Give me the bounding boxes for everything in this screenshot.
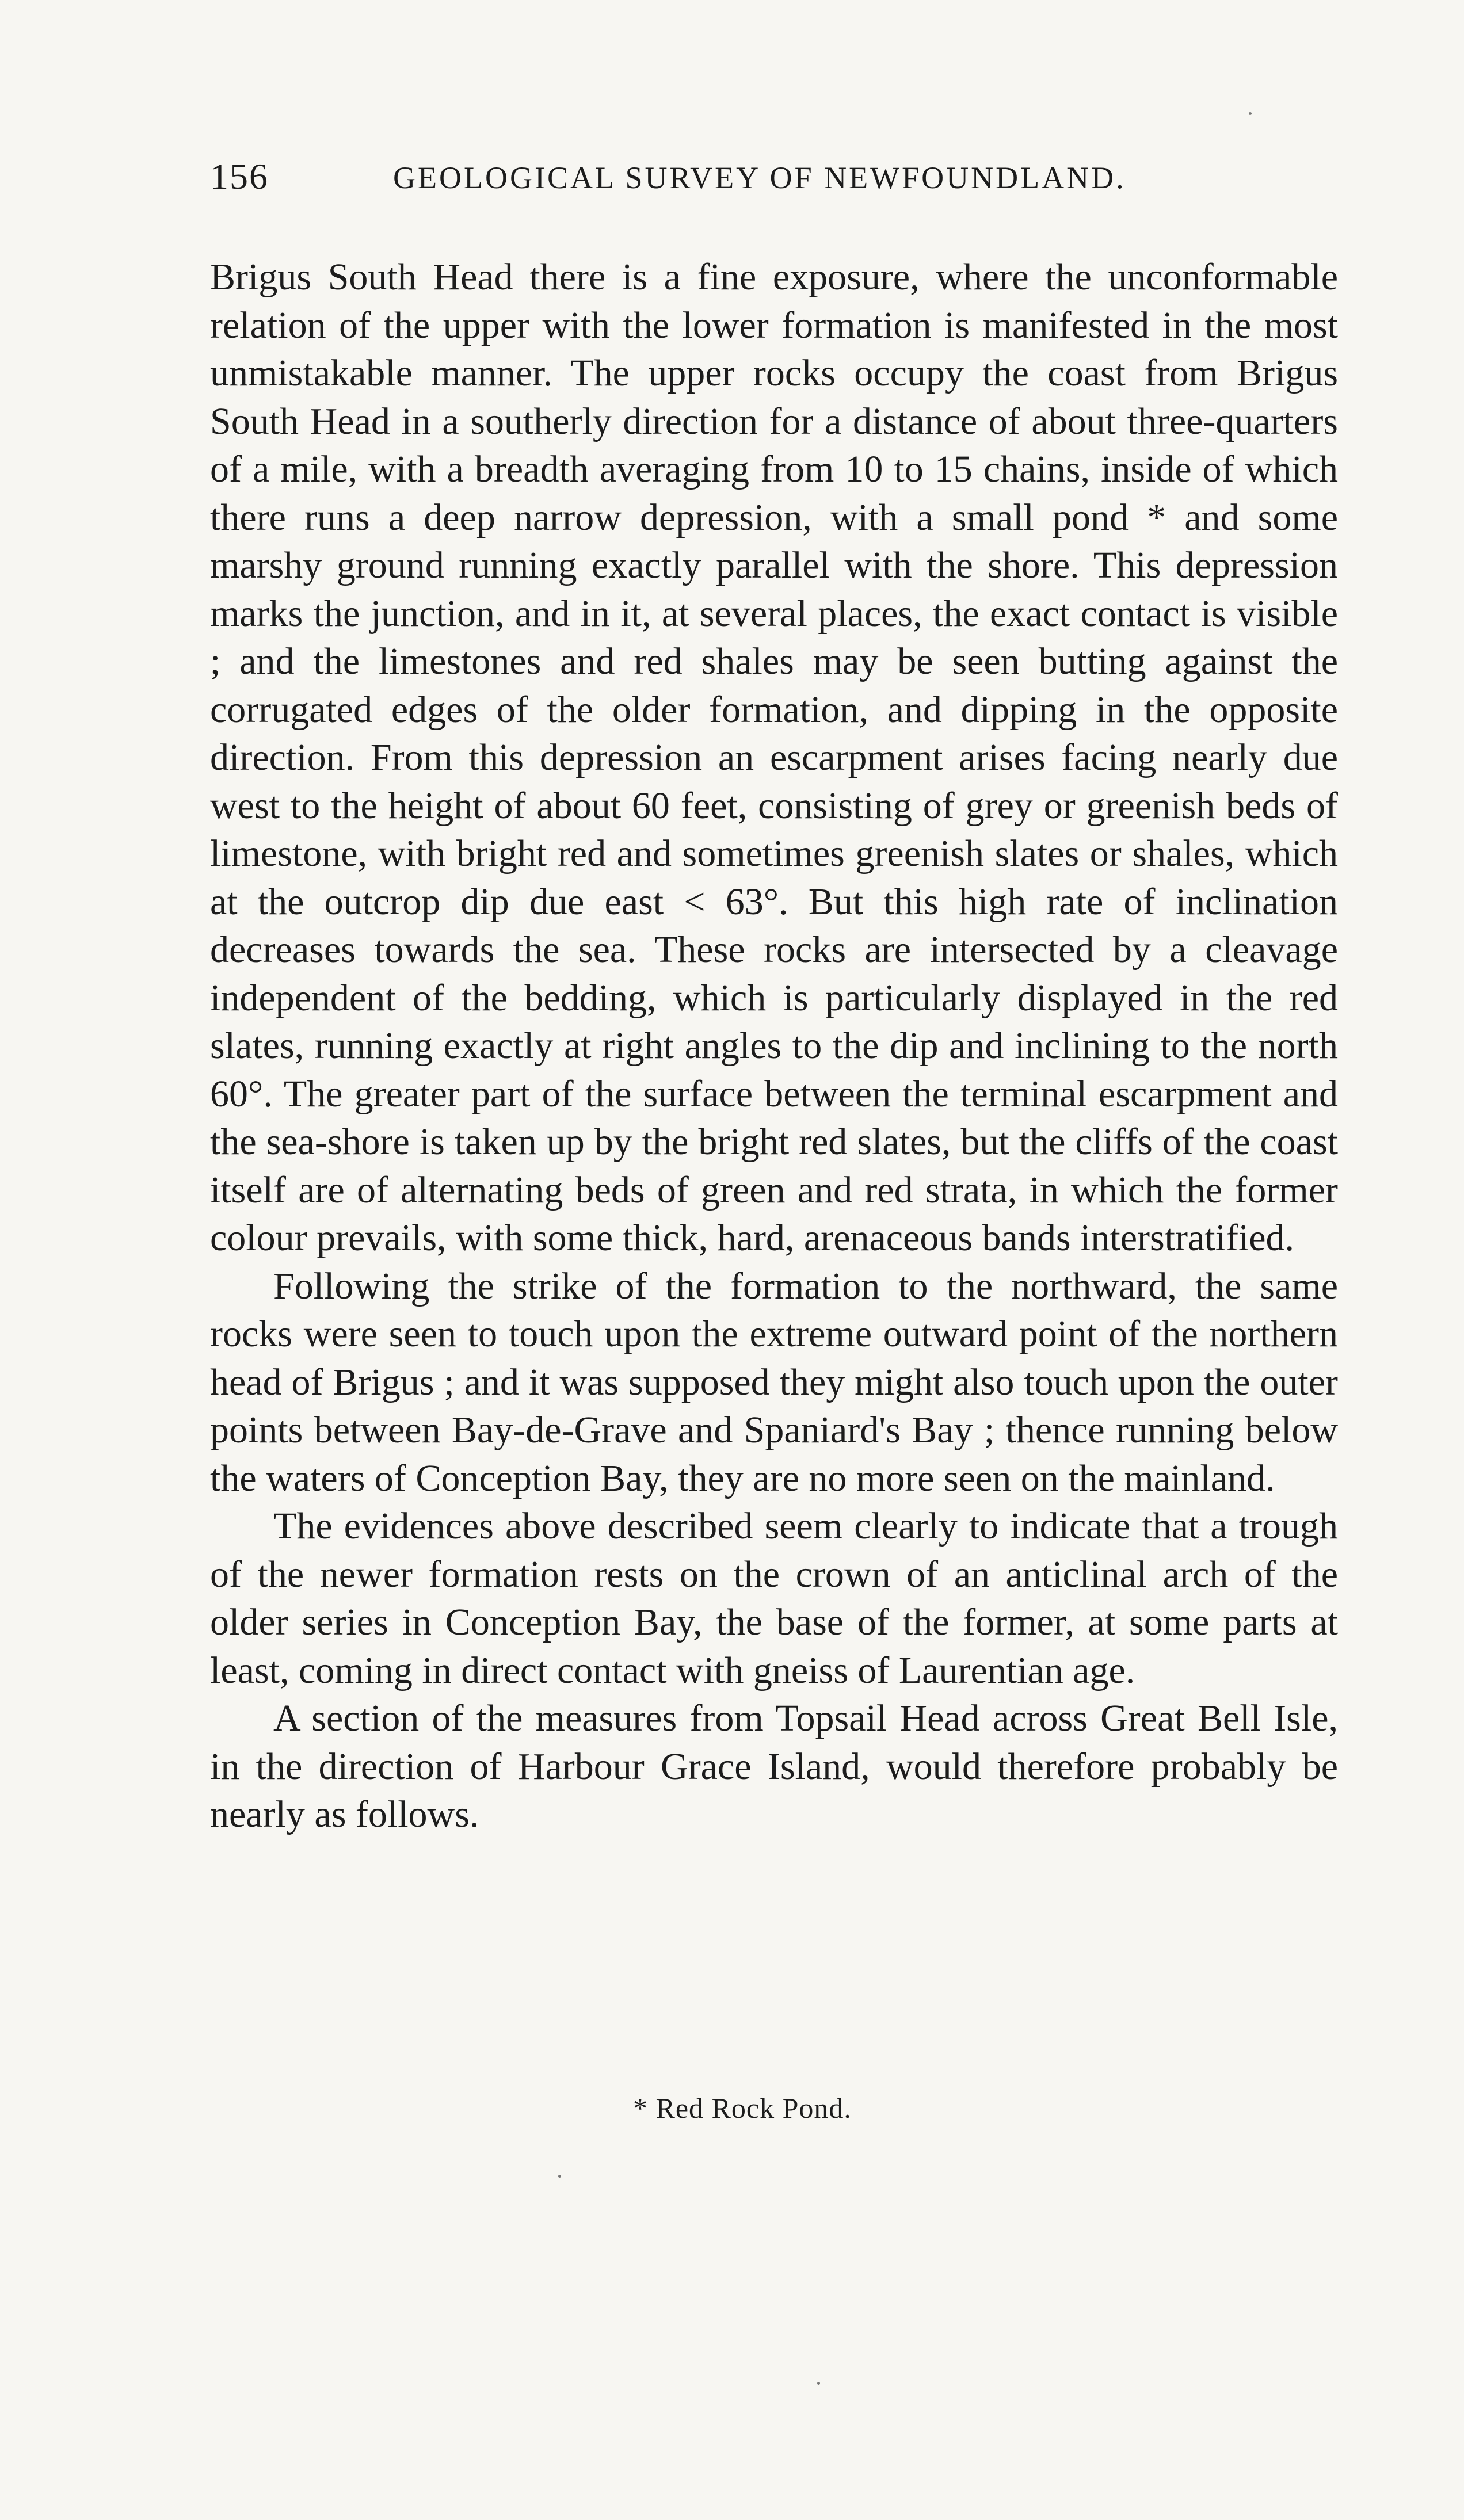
print-speck [817, 2382, 820, 2385]
print-speck [558, 2175, 561, 2178]
running-title: GEOLOGICAL SURVEY OF NEWFOUNDLAND. [393, 161, 1126, 195]
paragraph-continued: Brigus South Head there is a fine exposure, where the unconformable relation of the upper with the lower formation is manifested in the most unmistakable manner. The upper rocks occupy the coast from Brigus South Head in a southerly direction for a distance of about three-quarters of a mile, with a breadth averaging from 10 to 15 chains, inside of which there runs a deep narrow depression, with a small pond * and some marshy ground running exactly parallel with the shore. This depression marks the junction, and in it, at several places, the exact contact is visible ; and the limestones and red shales may be seen butting against the corrugated edges of the older formation, and dipping in the opposite direction. From this depression an escarpment arises facing nearly due west to the height of about 60 feet, consisting of grey or greenish beds of limestone, with bright red and sometimes greenish slates or shales, which at the outcrop dip due east < 63°. But this high rate of inclination decreases towards the sea. These rocks are intersected by a cleavage independent of the bedding, which is particularly displayed in the red slates, running exactly at right angles to the dip and inclining to the north 60°. The greater part of the surface between the terminal escarpment and the sea-shore is taken up by the bright red slates, but the cliffs of the coast itself are of alternating beds of green and red strata, in which the former colour prevails, with some thick, hard, arenaceous bands interstratified. [210, 256, 1338, 1259]
page-header [210, 155, 1338, 207]
page-number: 156 [210, 156, 269, 197]
paragraph: Following the strike of the formation to the northward, the same rocks were seen to touch upon the extreme outward point of the northern head of Brigus ; and it was supposed they might also touch upon the outer points between Bay-de-Grave and Spaniard's Bay ; thence running below the waters of Conception Bay, they are no more seen on the mainland. [210, 1265, 1338, 1499]
paragraph: A section of the measures from Topsail Head across Great Bell Isle, in the direction of Harbour Grace Island, would therefore probably be nearly as follows. [210, 1697, 1338, 1835]
footnote: * Red Rock Pond. [633, 2092, 852, 2124]
paragraph: The evidences above described seem clearly to indicate that a trough of the newer formation rests on the crown of an anticlinal arch of the older series in Conception Bay, the base of the former, at some parts at least, coming in direct contact with gneiss of Laurentian age. [210, 1505, 1338, 1692]
body-text [210, 253, 1338, 1839]
print-speck [1249, 112, 1252, 115]
